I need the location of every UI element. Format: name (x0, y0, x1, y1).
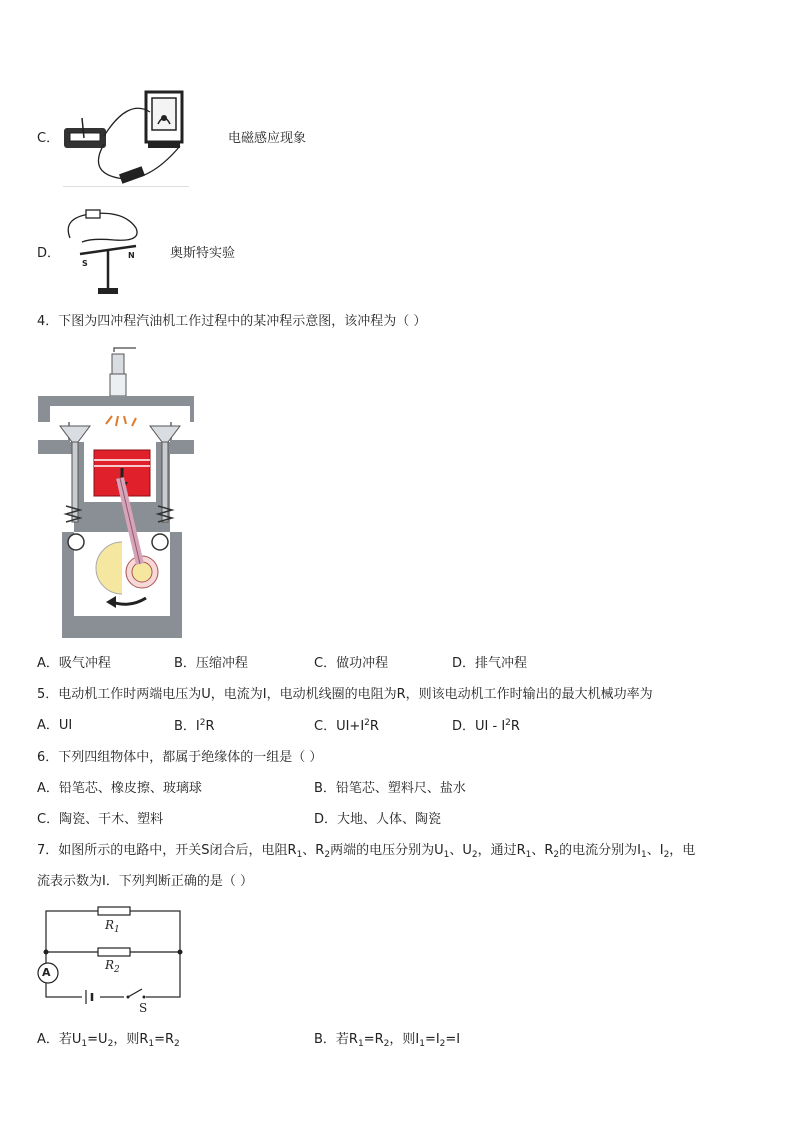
q4-option-c: C．做功冲程 (314, 656, 389, 671)
circuit-label-switch: S (139, 1001, 148, 1015)
circuit-label-r1: $R_1$ (105, 918, 120, 935)
induction-figure (58, 88, 192, 192)
q5-option-d: D．UI - $I^2R$ (452, 718, 520, 734)
q6-option-b: B．铅笔芯、塑料尺、盐水 (314, 781, 466, 796)
q7-option-b: B．若$R_1=R_2$，则$I_1=I_2=I$ (314, 1032, 461, 1049)
engine-figure (36, 346, 204, 638)
svg-text:S: S (82, 259, 88, 268)
q7-stem-line2: 流表示数为I．下列判断正确的是（ ） (37, 874, 253, 889)
q5-stem: 5．电动机工作时两端电压为U，电流为I，电动机线圈的电阻为R，则该电动机工作时输出的最大机械功率为 (37, 687, 653, 702)
circuit-label-ammeter: A (42, 966, 51, 979)
q4-option-a: A．吸气冲程 (37, 656, 111, 671)
svg-text:N: N (128, 251, 135, 260)
q6-option-d: D．大地、人体、陶瓷 (314, 812, 442, 827)
circuit-figure (36, 900, 186, 1018)
q6-stem: 6．下列四组物体中，都属于绝缘体的一组是（ ） (37, 750, 323, 765)
q7-option-a: A．若$U_1=U_2$，则$R_1=R_2$ (37, 1032, 180, 1049)
option-c-text: 电磁感应现象 (228, 131, 307, 146)
q6-option-a: A．铅笔芯、橡皮擦、玻璃球 (37, 781, 202, 796)
q4-option-b: B．压缩冲程 (174, 656, 248, 671)
q7-stem-line1: 7．如图所示的电路中，开关S闭合后，电阻$R_1$、$R_2$两端的电压分别为$U_1$、$U_2$，通过$R_1$、$R_2$的电流分别为$I_1$、$I_2$，电 (37, 843, 696, 860)
q5-option-a: A．UI (37, 718, 73, 733)
oersted-figure (62, 208, 148, 298)
option-d-text: 奥斯特实验 (170, 246, 236, 261)
q5-option-b: B．$I^2R$ (174, 718, 215, 734)
q4-option-d: D．排气冲程 (452, 656, 528, 671)
option-c-label: C． (37, 131, 60, 146)
q6-option-c: C．陶瓷、干木、塑料 (37, 812, 164, 827)
q5-option-c: C．$UI+I^2R$ (314, 718, 379, 734)
option-d-label: D． (37, 246, 61, 261)
circuit-label-r2: $R_2$ (105, 958, 120, 975)
q4-stem: 4．下图为四冲程汽油机工作过程中的某冲程示意图，该冲程为（ ） (37, 314, 427, 329)
